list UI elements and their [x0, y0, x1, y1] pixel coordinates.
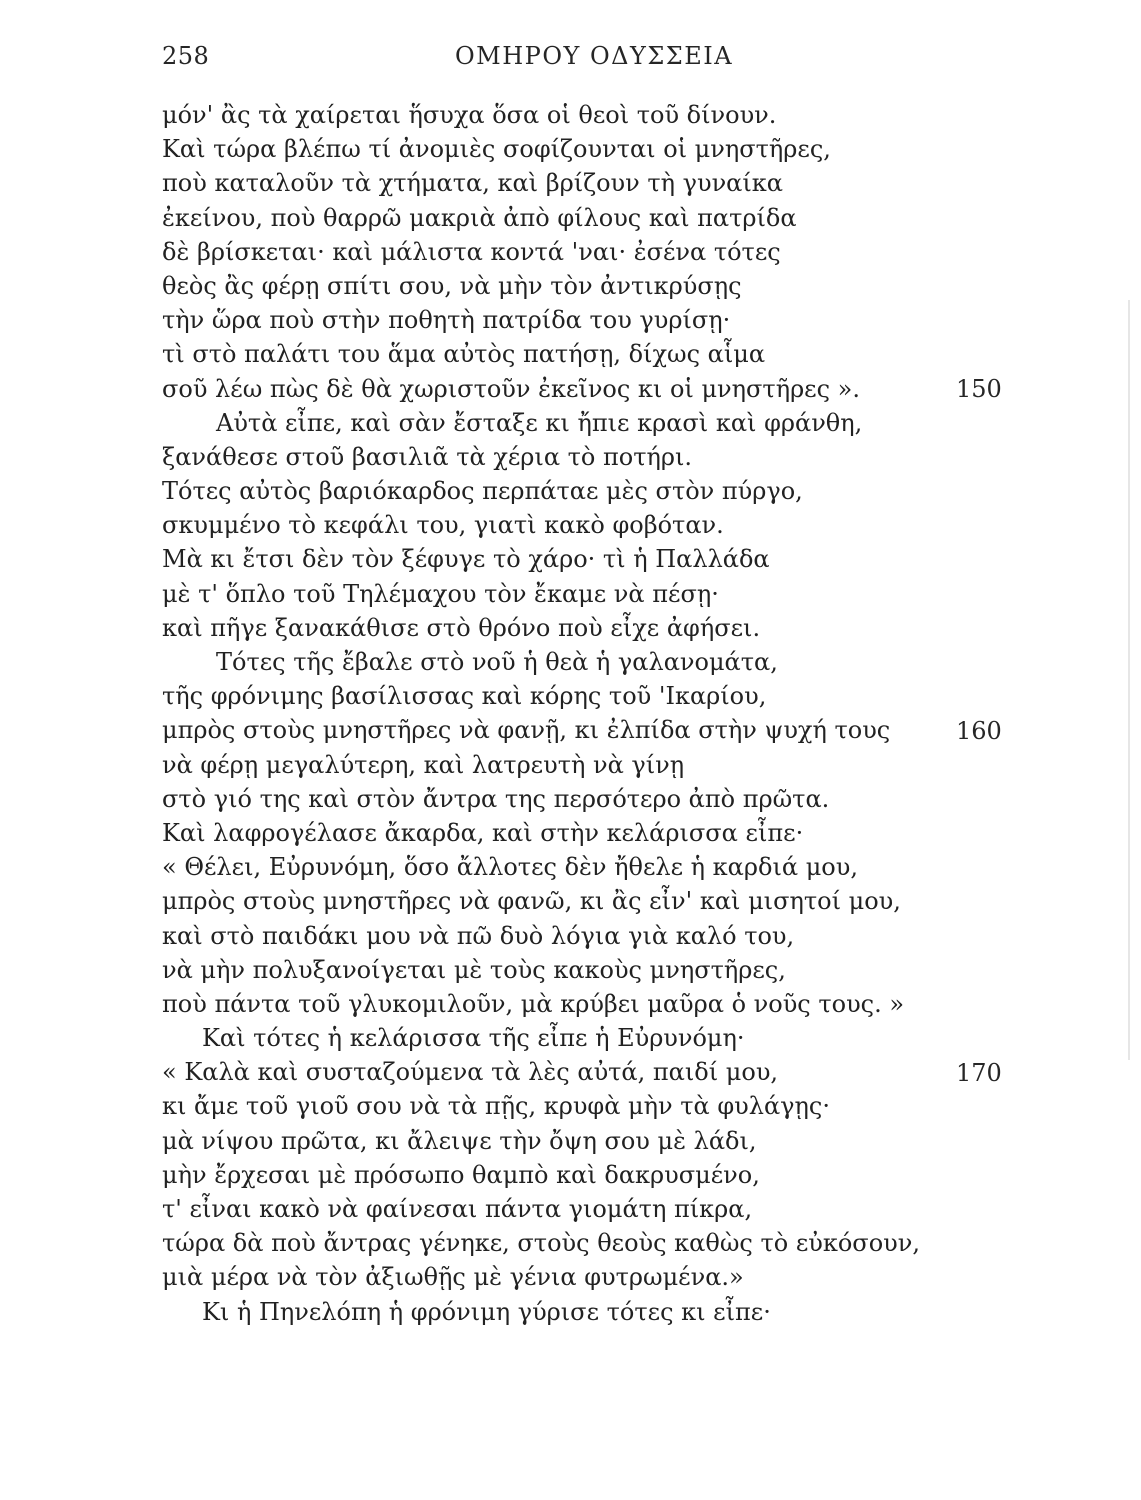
verse-line: μὴν ἔρχεσαι μὲ πρόσωπο θαμπὸ καὶ δακρυσμένο, — [162, 1160, 760, 1189]
verse-line: μπρὸς στοὺς μνηστῆρες νὰ φανῶ, κι ἂς εἶν' καὶ μισητοί μου, — [162, 887, 901, 916]
verse-line: στὸ γιό της καὶ στὸν ἄντρα της περσότερο ἀπὸ πρῶτα. — [162, 784, 830, 813]
verse-number: 160 — [956, 716, 1002, 745]
page-number: 258 — [162, 42, 210, 70]
verse-line: Τότες αὐτὸς βαριόκαρδος περπάταε μὲς στὸν πύργο, — [162, 477, 803, 506]
verse-line: νὰ μὴν πολυξανοίγεται μὲ τοὺς κακοὺς μνηστῆρες, — [162, 955, 786, 984]
verse-line: νὰ φέρῃ μεγαλύτερη, καὶ λατρευτὴ νὰ γίνῃ — [162, 750, 685, 779]
verse-line: μπρὸς στοὺς μνηστῆρες νὰ φανῇ, κι ἐλπίδα στὴν ψυχή τους — [162, 716, 891, 745]
verse-line: τώρα δὰ ποὺ ἄντρας γένηκε, στοὺς θεοὺς καθὼς τὸ εὐκόσουν, — [162, 1229, 920, 1258]
verse-line: κι ἄμε τοῦ γιοῦ σου νὰ τὰ πῇς, κρυφὰ μὴν τὰ φυλάγῃς· — [162, 1092, 830, 1121]
verse-line: Καὶ τώρα βλέπω τί ἀνομιὲς σοφίζουνται οἱ μνηστῆρες, — [162, 135, 831, 164]
verse-line: τὴν ὥρα ποὺ στὴν ποθητὴ πατρίδα του γυρίσῃ· — [162, 306, 731, 335]
verse-line: « Θέλει, Εὐρυνόμη, ὅσο ἄλλοτες δὲν ἤθελε ἡ καρδιά μου, — [162, 853, 858, 882]
verse-line: καὶ πῆγε ξανακάθισε στὸ θρόνο ποὺ εἶχε ἀφήσει. — [162, 613, 761, 642]
verse-line: « Καλὰ καὶ συσταζούμενα τὰ λὲς αὐτά, παιδί μου, — [162, 1058, 779, 1087]
verse-number: 150 — [956, 374, 1002, 403]
verse-line: Μὰ κι ἔτσι δὲν τὸν ξέφυγε τὸ χάρο· τὶ ἡ Παλλάδα — [162, 545, 770, 574]
verse-line: Καὶ λαφρογέλασε ἄκαρδα, καὶ στὴν κελάρισσα εἶπε· — [162, 818, 804, 847]
verse-line: μόν' ἂς τὰ χαίρεται ἥσυχα ὅσα οἱ θεοὶ τοῦ δίνουν. — [162, 101, 777, 129]
verse-line: τ' εἶναι κακὸ νὰ φαίνεσαι πάντα γιομάτη πίκρα, — [162, 1195, 753, 1223]
verse-line: ποὺ καταλοῦν τὰ χτήματα, καὶ βρίζουν τὴ γυναίκα — [162, 169, 783, 198]
verse-line: θεὸς ἂς φέρῃ σπίτι σου, νὰ μὴν τὸν ἀντικρύσῃς — [162, 271, 742, 300]
verse-line: τῆς φρόνιμης βασίλισσας καὶ κόρης τοῦ 'Ικαρίου, — [162, 682, 767, 711]
verse-line: Καὶ τότες ἡ κελάρισσα τῆς εἶπε ἡ Εὐρυνόμη· — [202, 1024, 745, 1053]
verse-line: ξανάθεσε στοῦ βασιλιᾶ τὰ χέρια τὸ ποτήρι. — [162, 442, 693, 471]
verse-line: Κι ἡ Πηνελόπη ἡ φρόνιμη γύρισε τότες κι εἶπε· — [202, 1297, 771, 1326]
page-edge-shadow — [1128, 300, 1130, 1060]
verse-line: μὰ νίψου πρῶτα, κι ἄλειψε τὴν ὄψη σου μὲ λάδι, — [162, 1126, 757, 1155]
running-title: ΟΜΗΡΟΥ ΟΔΥΣΣΕΙΑ — [455, 42, 734, 70]
verse-line: ποὺ πάντα τοῦ γλυκομιλοῦν, μὰ κρύβει μαῦρα ὁ νοῦς τους. » — [162, 989, 905, 1018]
verse-list — [162, 98, 922, 1329]
verse-line: σοῦ λέω πὼς δὲ θὰ χωριστοῦν ἐκεῖνος κι οἱ μνηστῆρες ». — [162, 374, 860, 403]
verse-line: τὶ στὸ παλάτι του ἅμα αὐτὸς πατήσῃ, δίχως αἷμα — [162, 340, 766, 369]
verse-line: καὶ στὸ παιδάκι μου νὰ πῶ δυὸ λόγια γιὰ καλό του, — [162, 921, 795, 950]
verse-line: μὲ τ' ὅπλο τοῦ Τηλέμαχου τὸν ἔκαμε νὰ πέσῃ· — [162, 579, 719, 608]
verse-line: ἐκείνου, ποὺ θαρρῶ μακριὰ ἀπὸ φίλους καὶ πατρίδα — [162, 203, 797, 232]
verse-line: μιὰ μέρα νὰ τὸν ἀξιωθῇς μὲ γένια φυτρωμένα.» — [162, 1263, 744, 1292]
verse-number: 170 — [956, 1058, 1002, 1087]
verse-line: Τότες τῆς ἔβαλε στὸ νοῦ ἡ θεὰ ἡ γαλανομάτα, — [216, 648, 778, 676]
verse-line: σκυμμένο τὸ κεφάλι του, γιατὶ κακὸ φοβόταν. — [162, 511, 724, 540]
verse-line: Αὐτὰ εἶπε, καὶ σὰν ἔσταξε κι ἤπιε κρασὶ καὶ φράνθη, — [216, 408, 863, 437]
verse-line: δὲ βρίσκεται· καὶ μάλιστα κοντά 'ναι· ἐσένα τότες — [162, 237, 781, 266]
